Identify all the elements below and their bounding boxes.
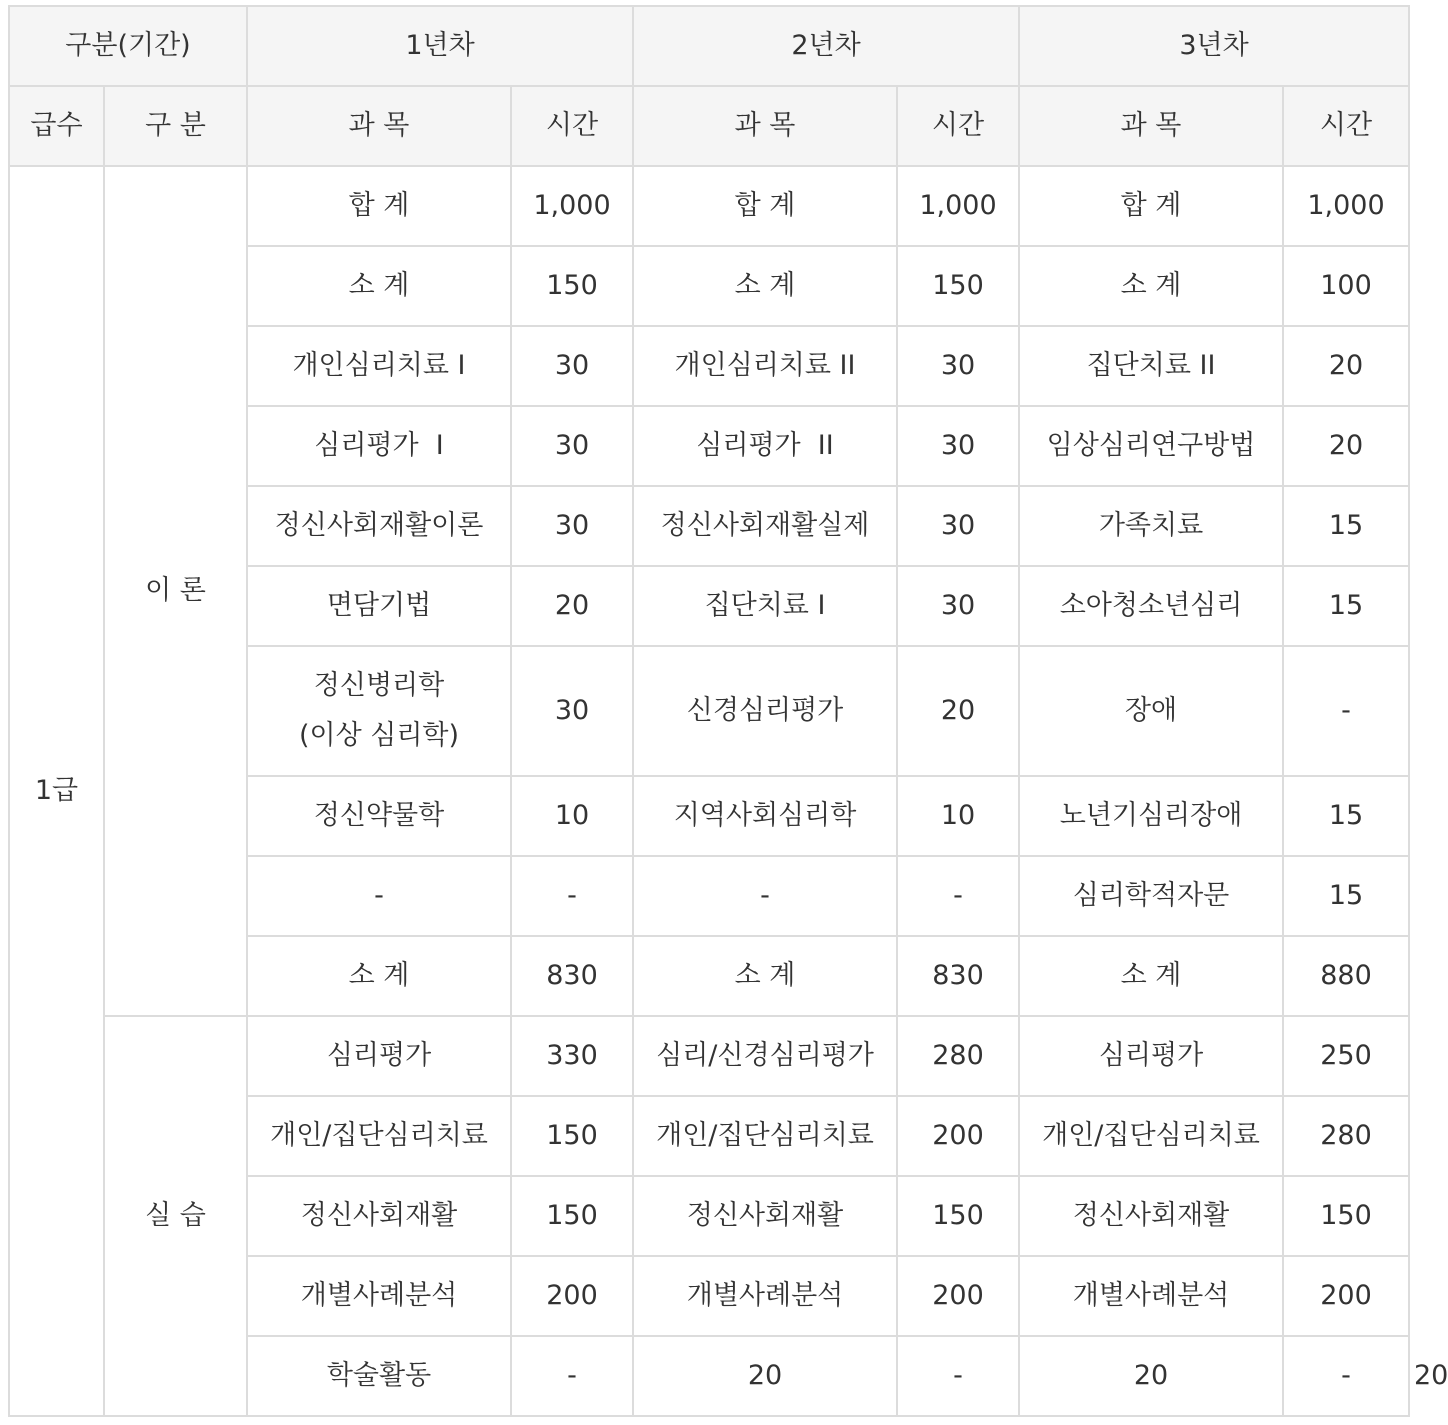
year2-subject: 정신사회재활실제 bbox=[633, 486, 897, 566]
year3-hours: 1,000 bbox=[1283, 166, 1409, 246]
subject-line: 정신병리학 bbox=[313, 670, 445, 701]
year3-hours: 280 bbox=[1283, 1096, 1409, 1176]
year2-hours: 830 bbox=[897, 936, 1019, 1016]
year3-hours: 150 bbox=[1283, 1176, 1409, 1256]
year2-subject: 개인심리치료 II bbox=[633, 326, 897, 406]
subject-line: (이상 심리학) bbox=[298, 720, 460, 751]
year2-subject: 소 계 bbox=[633, 936, 897, 1016]
year1-subject: 소 계 bbox=[247, 936, 511, 1016]
section-theory: 이 론 bbox=[104, 166, 247, 1016]
year3-subject: - bbox=[1283, 1336, 1409, 1416]
year2-subject: 집단치료 I bbox=[633, 566, 897, 646]
year2-subject: 개인/집단심리치료 bbox=[633, 1096, 897, 1176]
year2-hours: 30 bbox=[897, 406, 1019, 486]
year3-hours: 20 bbox=[1283, 406, 1409, 486]
year3-hours: 880 bbox=[1283, 936, 1409, 1016]
year3-subject: 심리평가 bbox=[1019, 1016, 1283, 1096]
year1-hours: 30 bbox=[511, 406, 633, 486]
year2-subject: 심리/신경심리평가 bbox=[633, 1016, 897, 1096]
year1-subject: - bbox=[247, 856, 511, 936]
year3-subject: 소 계 bbox=[1019, 246, 1283, 326]
year2-hours: 10 bbox=[897, 776, 1019, 856]
year1-hours-header: 시간 bbox=[511, 86, 633, 166]
year3-hours: 100 bbox=[1283, 246, 1409, 326]
year2-subject: 소 계 bbox=[633, 246, 897, 326]
header-row-columns bbox=[9, 86, 1409, 166]
year2-subject: 합 계 bbox=[633, 166, 897, 246]
year2-subject: 심리평가 II bbox=[633, 406, 897, 486]
header-row-period bbox=[9, 6, 1409, 86]
year3-subject: 노년기심리장애 bbox=[1019, 776, 1283, 856]
year1-hours: 30 bbox=[511, 646, 633, 776]
year3-subject: 심리학적자문 bbox=[1019, 856, 1283, 936]
section-practice: 실 습 bbox=[104, 1016, 247, 1416]
year2-subject: 정신사회재활 bbox=[633, 1176, 897, 1256]
year3-hours: 15 bbox=[1283, 776, 1409, 856]
year1-hours: 20 bbox=[633, 1336, 897, 1416]
year1-subject: 정신약물학 bbox=[247, 776, 511, 856]
section-academic: 학술활동 bbox=[247, 1336, 511, 1416]
year2-header: 2년차 bbox=[633, 6, 1019, 86]
year2-hours: 20 bbox=[897, 646, 1019, 776]
year3-hours: 15 bbox=[1283, 486, 1409, 566]
year3-subject: 개별사례분석 bbox=[1019, 1256, 1283, 1336]
year1-hours: 30 bbox=[511, 486, 633, 566]
year1-hours: 330 bbox=[511, 1016, 633, 1096]
year1-subject: 개인/집단심리치료 bbox=[247, 1096, 511, 1176]
year1-subject: 개별사례분석 bbox=[247, 1256, 511, 1336]
table-row bbox=[9, 1016, 1409, 1096]
year3-hours: 20 bbox=[1283, 326, 1409, 406]
year1-hours: 10 bbox=[511, 776, 633, 856]
year2-subject: 개별사례분석 bbox=[633, 1256, 897, 1336]
year1-hours: 150 bbox=[511, 1096, 633, 1176]
year1-hours: - bbox=[511, 856, 633, 936]
year2-hours: 200 bbox=[897, 1096, 1019, 1176]
year1-hours: 200 bbox=[511, 1256, 633, 1336]
year3-hours-header: 시간 bbox=[1283, 86, 1409, 166]
year2-hours: 30 bbox=[897, 566, 1019, 646]
year1-subject: 심리평가 bbox=[247, 1016, 511, 1096]
year1-hours: 830 bbox=[511, 936, 633, 1016]
year3-subject-header: 과 목 bbox=[1019, 86, 1283, 166]
year1-subject-header: 과 목 bbox=[247, 86, 511, 166]
table-row-total bbox=[9, 166, 1409, 246]
year2-hours: 200 bbox=[897, 1256, 1019, 1336]
year3-subject: 집단치료 II bbox=[1019, 326, 1283, 406]
year1-subject: 면담기법 bbox=[247, 566, 511, 646]
year3-subject: 정신사회재활 bbox=[1019, 1176, 1283, 1256]
year1-subject: 개인심리치료 I bbox=[247, 326, 511, 406]
year1-hours: 30 bbox=[511, 326, 633, 406]
year3-hours: - bbox=[1283, 646, 1409, 776]
year1-hours: 1,000 bbox=[511, 166, 633, 246]
year1-subject: 정신사회재활 bbox=[247, 1176, 511, 1256]
year1-subject: 소 계 bbox=[247, 246, 511, 326]
year3-hours: 15 bbox=[1283, 856, 1409, 936]
year1-hours: 150 bbox=[511, 246, 633, 326]
year3-hours: 250 bbox=[1283, 1016, 1409, 1096]
year1-subject: - bbox=[511, 1336, 633, 1416]
category-header: 구 분 bbox=[104, 86, 247, 166]
year1-subject: 심리평가 I bbox=[247, 406, 511, 486]
year1-hours: 20 bbox=[511, 566, 633, 646]
year2-hours: 280 bbox=[897, 1016, 1019, 1096]
grade-cell: 1급 bbox=[9, 166, 104, 1416]
year1-subject: 정신사회재활이론 bbox=[247, 486, 511, 566]
year2-hours: - bbox=[897, 856, 1019, 936]
grade-header: 급수 bbox=[9, 86, 104, 166]
year2-hours: 30 bbox=[897, 486, 1019, 566]
year2-hours-header: 시간 bbox=[897, 86, 1019, 166]
curriculum-table bbox=[8, 5, 1448, 1417]
year2-subject: - bbox=[633, 856, 897, 936]
year3-subject: 소아청소년심리 bbox=[1019, 566, 1283, 646]
year2-hours: 150 bbox=[897, 1176, 1019, 1256]
year2-subject: 지역사회심리학 bbox=[633, 776, 897, 856]
year3-subject: 장애 bbox=[1019, 646, 1283, 776]
year2-hours: 1,000 bbox=[897, 166, 1019, 246]
year1-header: 1년차 bbox=[247, 6, 633, 86]
period-header: 구분(기간) bbox=[9, 6, 247, 86]
year3-subject: 가족치료 bbox=[1019, 486, 1283, 566]
year2-hours: 150 bbox=[897, 246, 1019, 326]
year3-hours: 200 bbox=[1283, 1256, 1409, 1336]
year1-hours: 150 bbox=[511, 1176, 633, 1256]
year1-subject bbox=[247, 646, 511, 776]
year3-hours: 15 bbox=[1283, 566, 1409, 646]
year3-subject: 개인/집단심리치료 bbox=[1019, 1096, 1283, 1176]
year3-subject: 합 계 bbox=[1019, 166, 1283, 246]
year2-hours: 30 bbox=[897, 326, 1019, 406]
year2-hours: 20 bbox=[1019, 1336, 1283, 1416]
year3-subject: 임상심리연구방법 bbox=[1019, 406, 1283, 486]
table-row-academic: 학술활동 - 20 - 20 - 20 bbox=[9, 1336, 1409, 1416]
year3-subject: 소 계 bbox=[1019, 936, 1283, 1016]
year1-subject: 합 계 bbox=[247, 166, 511, 246]
year2-subject: 신경심리평가 bbox=[633, 646, 897, 776]
year2-subject: - bbox=[897, 1336, 1019, 1416]
year2-subject-header: 과 목 bbox=[633, 86, 897, 166]
year3-header: 3년차 bbox=[1019, 6, 1409, 86]
